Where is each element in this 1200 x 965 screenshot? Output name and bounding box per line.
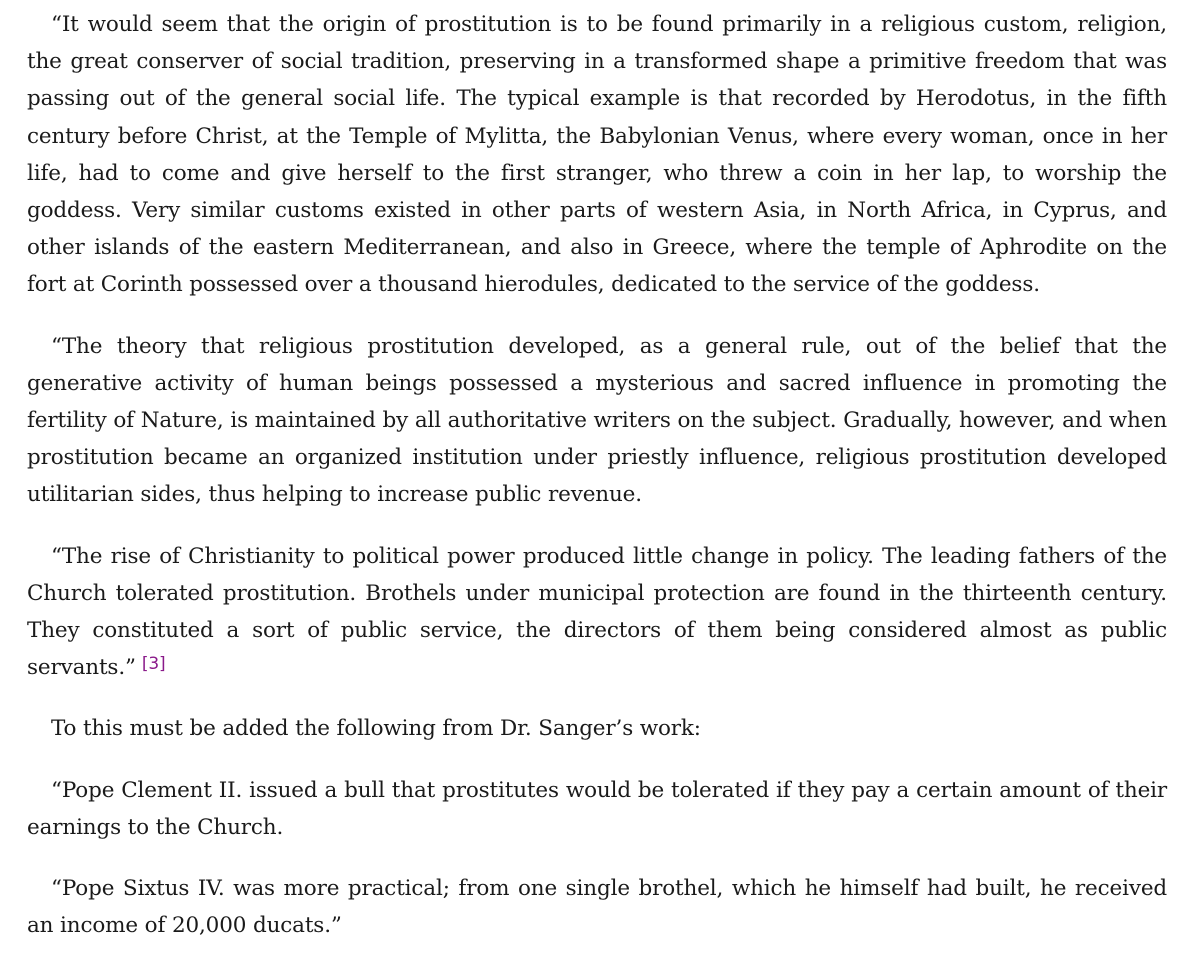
- paragraph-rise-of-christianity: [27, 538, 1167, 687]
- paragraph-text: “The rise of Christianity to political power produced little change in policy. The leading fathers of the Church tolerated prostitution. Brothels under municipal protection are found in the thirteenth century. They constituted a sort of public service, the directors of them being considered almost as public servants.”: [27, 543, 1167, 681]
- paragraph-text: “Pope Clement II. issued a bull that prostitutes would be tolerated if they pay a certain amount of their earnings to the Church.: [27, 777, 1167, 840]
- paragraph-text: To this must be added the following from Dr. Sanger’s work:: [51, 716, 701, 742]
- paragraph-sanger-intro: [27, 710, 1167, 747]
- paragraph-origin-of-prostitution: [27, 6, 1167, 304]
- paragraph-text: “The theory that religious prostitution developed, as a general rule, out of the belief that the generative activity of human beings possessed a mysterious and sacred influence in promoting the fertility of Nature, is maintained by all authoritative writers on the subject. Gradually, however, and when prostitution became an organized institution under priestly influence, religious prostitution developed utilitarian sides, thus helping to increase public revenue.: [27, 333, 1167, 508]
- paragraph-pope-sixtus: [27, 870, 1167, 944]
- paragraph-religious-theory: [27, 328, 1167, 514]
- paragraph-text: “It would seem that the origin of prostitution is to be found primarily in a religious custom, religion, the great conserver of social tradition, preserving in a transformed shape a primitive freedom that was passing out of the general social life. The typical example is that recorded by Herodotus, in the fifth century before Christ, at the Temple of Mylitta, the Babylonian Venus, where every woman, once in her life, had to come and give herself to the first stranger, who threw a coin in her lap, to worship the goddess. Very similar customs existed in other parts of western Asia, in North Africa, in Cyprus, and other islands of the eastern Mediterranean, and also in Greece, where the temple of Aphrodite on the fort at Corinth possessed over a thousand hierodules, dedicated to the service of the goddess.: [27, 12, 1167, 298]
- paragraph-text: “Pope Sixtus IV. was more practical; from one single brothel, which he himself had built, he received an income of 20,000 ducats.”: [27, 876, 1167, 939]
- footnote-link-3[interactable]: [3]: [141, 654, 166, 675]
- paragraph-pope-clement: [27, 772, 1167, 846]
